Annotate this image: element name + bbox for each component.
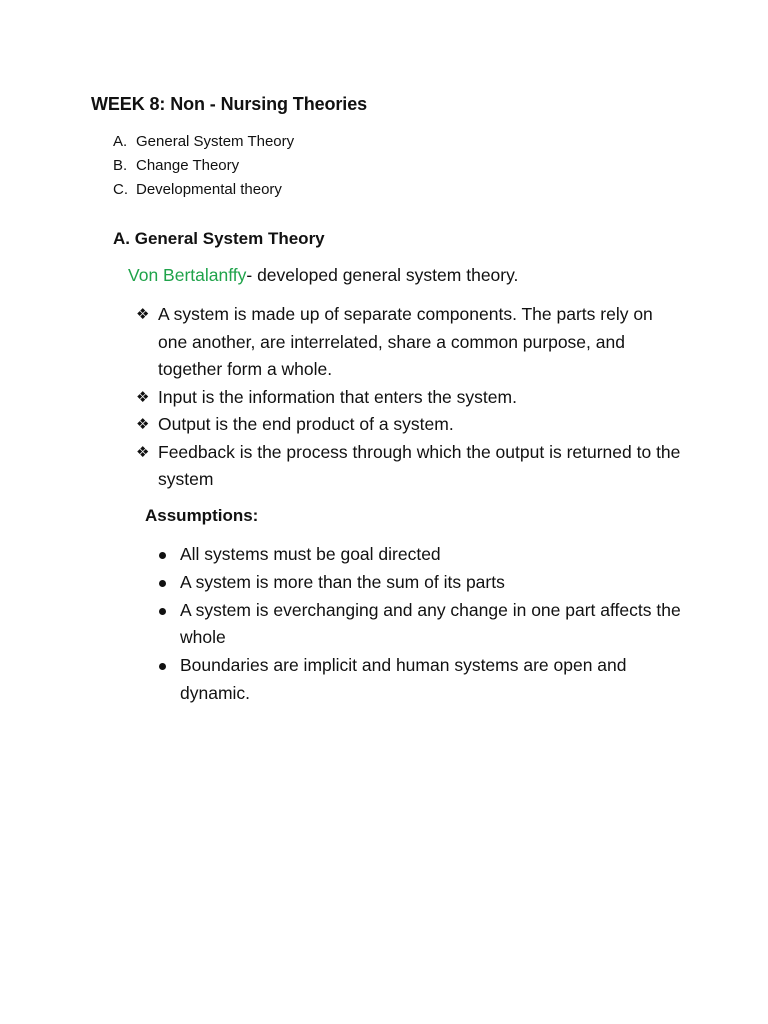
assumptions-heading: Assumptions:: [145, 506, 259, 525]
topic-text: Developmental theory: [136, 181, 282, 198]
theorist-name: Von Bertalanffy: [128, 265, 247, 285]
bullet-dot-icon: [159, 552, 166, 559]
assumption-text: Boundaries are implicit and human systems are open and dynamic.: [180, 655, 627, 703]
concept-text: Input is the information that enters the system.: [158, 386, 517, 407]
intro-text: - developed general system theory.: [246, 265, 519, 285]
assumption-item: [158, 652, 683, 708]
concept-item: [136, 411, 686, 439]
bullet-dot-icon: [159, 663, 166, 670]
topic-list: [113, 132, 294, 204]
topic-letter: A.: [113, 133, 128, 150]
diamond-bullet-icon: ❖: [136, 306, 150, 323]
section-heading: A. General System Theory: [113, 229, 325, 248]
topic-item: [113, 180, 294, 204]
concept-item: [136, 439, 686, 494]
diamond-bullet-icon: ❖: [136, 388, 150, 406]
concept-item: [136, 384, 686, 412]
assumption-item: [158, 569, 683, 597]
topic-item: [113, 132, 294, 156]
bullet-dot-icon: [159, 608, 166, 615]
assumption-text: A system is everchanging and any change in one part affects the whole: [180, 599, 681, 648]
topic-text: Change Theory: [136, 157, 240, 174]
assumption-text: All systems must be goal directed: [180, 544, 441, 564]
topic-item: [113, 156, 294, 180]
page-title: WEEK 8: Non - Nursing Theories: [91, 94, 368, 114]
diamond-bullet-icon: ❖: [136, 416, 150, 433]
assumption-item: [158, 597, 683, 653]
concept-text: Output is the end product of a system.: [158, 414, 454, 434]
intro-sentence: [128, 265, 518, 286]
concept-list: [136, 301, 686, 494]
bullet-dot-icon: [159, 580, 166, 587]
concept-text: Feedback is the process through which the output is returned to the system: [158, 441, 681, 489]
concept-item: [136, 301, 686, 384]
assumption-item: [158, 541, 683, 569]
concept-text: A system is made up of separate components. The parts rely on one another, are interrelated, share a common purpose, and together form a whole.: [158, 304, 653, 379]
topic-letter: B.: [113, 157, 128, 174]
topic-text: General System Theory: [136, 133, 295, 150]
assumptions-list: [158, 541, 683, 708]
assumption-text: A system is more than the sum of its parts: [180, 571, 505, 592]
diamond-bullet-icon: ❖: [136, 443, 150, 461]
topic-letter: C.: [113, 181, 128, 198]
